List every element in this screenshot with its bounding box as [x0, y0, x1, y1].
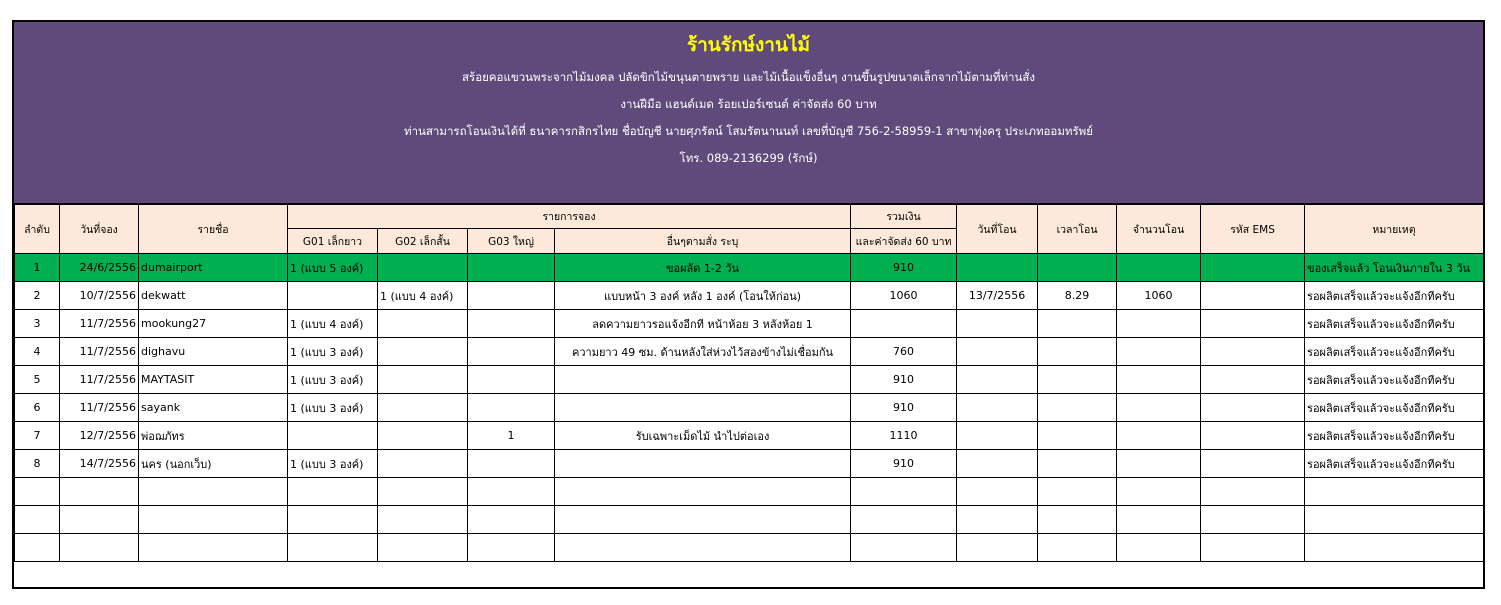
cell-transfer-amount — [1117, 394, 1201, 422]
phone-contact: โทร. 089-2136299 (รักษ์) — [679, 151, 818, 165]
cell-transfer-date — [957, 366, 1038, 394]
cell-booking-date: 12/7/2556 — [60, 422, 139, 450]
cell-g02 — [378, 394, 468, 422]
cell-booking-date: 11/7/2556 — [60, 394, 139, 422]
cell-transfer-amount — [1117, 506, 1201, 534]
cell-g03 — [468, 478, 555, 506]
cell-transfer-date — [957, 422, 1038, 450]
cell-total: 1110 — [851, 422, 957, 450]
cell-other: ขอผลัด 1-2 วัน — [555, 254, 851, 282]
cell-note — [1305, 478, 1484, 506]
cell-transfer-amount — [1117, 422, 1201, 450]
cell-ems — [1201, 366, 1305, 394]
cell-transfer-amount — [1117, 310, 1201, 338]
cell-g02 — [378, 254, 468, 282]
cell-g02 — [378, 478, 468, 506]
cell-no: 8 — [15, 450, 60, 478]
cell-transfer-time — [1038, 366, 1117, 394]
cell-booking-date: 11/7/2556 — [60, 366, 139, 394]
cell-no — [15, 506, 60, 534]
cell-ems — [1201, 282, 1305, 310]
cell-g02 — [378, 422, 468, 450]
table-row — [15, 394, 1484, 422]
cell-g02 — [378, 450, 468, 478]
empty-row — [15, 506, 1484, 534]
cell-g03 — [468, 254, 555, 282]
cell-ems — [1201, 478, 1305, 506]
cell-name — [139, 506, 288, 534]
cell-transfer-date — [957, 534, 1038, 562]
cell-other — [555, 506, 851, 534]
table-row — [15, 366, 1484, 394]
cell-g01: 1 (แบบ 4 องค์) — [288, 310, 378, 338]
table-row — [15, 310, 1484, 338]
cell-name: นคร (นอกเว็บ) — [139, 450, 288, 478]
col-g02: G02 เล็กสั้น — [378, 229, 468, 254]
cell-booking-date: 14/7/2556 — [60, 450, 139, 478]
cell-ems — [1201, 310, 1305, 338]
cell-no: 7 — [15, 422, 60, 450]
cell-transfer-time — [1038, 534, 1117, 562]
col-total-bottom: และค่าจัดส่ง 60 บาท — [851, 229, 957, 254]
cell-g01 — [288, 422, 378, 450]
cell-no — [15, 478, 60, 506]
cell-total — [851, 478, 957, 506]
cell-g03 — [468, 310, 555, 338]
col-transfer-time: เวลาโอน — [1038, 205, 1117, 254]
cell-other — [555, 478, 851, 506]
shop-title: ร้านรักษ์งานไม้ — [686, 34, 811, 56]
cell-name — [139, 478, 288, 506]
cell-note: รอผลิตเสร็จแล้วจะแจ้งอีกทีครับ — [1305, 338, 1484, 366]
empty-row — [15, 478, 1484, 506]
cell-booking-date: 10/7/2556 — [60, 282, 139, 310]
cell-transfer-date: 13/7/2556 — [957, 282, 1038, 310]
col-transfer-amount: จำนวนโอน — [1117, 205, 1201, 254]
col-note: หมายเหตุ — [1305, 205, 1484, 254]
cell-no: 4 — [15, 338, 60, 366]
cell-other: ความยาว 49 ซม. ด้านหลังใส่ห่วงไว้สองข้างไม่เชื่อมกัน — [555, 338, 851, 366]
cell-booking-date: 24/6/2556 — [60, 254, 139, 282]
cell-ems — [1201, 450, 1305, 478]
order-sheet — [12, 20, 1485, 589]
cell-transfer-time — [1038, 338, 1117, 366]
cell-transfer-time — [1038, 394, 1117, 422]
cell-transfer-amount — [1117, 534, 1201, 562]
cell-no — [15, 534, 60, 562]
cell-g02 — [378, 338, 468, 366]
cell-other — [555, 534, 851, 562]
cell-g03 — [468, 506, 555, 534]
cell-total: 910 — [851, 450, 957, 478]
cell-ems — [1201, 394, 1305, 422]
bank-account-info: ท่านสามารถโอนเงินได้ที่ ธนาคารกสิกรไทย ชื่อบัญชี นายศุภรัตน์ โสมรัตนานนท์ เลขที่บัญชี 756-2-58959-1 สาขาทุ่งครุ ประเภทออมทรัพย์ — [404, 124, 1093, 138]
shop-banner — [14, 22, 1483, 204]
handmade-shipping-note: งานฝีมือ แฮนด์เมด ร้อยเปอร์เซนต์ ค่าจัดส่ง 60 บาท — [620, 97, 877, 111]
cell-transfer-amount — [1117, 478, 1201, 506]
cell-total: 1060 — [851, 282, 957, 310]
cell-g01: 1 (แบบ 3 องค์) — [288, 394, 378, 422]
cell-note: รอผลิตเสร็จแล้วจะแจ้งอีกทีครับ — [1305, 282, 1484, 310]
table-row — [15, 450, 1484, 478]
cell-ems — [1201, 534, 1305, 562]
cell-booking-date: 11/7/2556 — [60, 338, 139, 366]
cell-g01 — [288, 282, 378, 310]
cell-booking-date — [60, 506, 139, 534]
table-row — [15, 338, 1484, 366]
cell-no: 5 — [15, 366, 60, 394]
cell-g03: 1 — [468, 422, 555, 450]
cell-g01 — [288, 478, 378, 506]
cell-transfer-time — [1038, 478, 1117, 506]
cell-g03 — [468, 282, 555, 310]
cell-total: 910 — [851, 394, 957, 422]
cell-transfer-date — [957, 450, 1038, 478]
col-transfer-date: วันที่โอน — [957, 205, 1038, 254]
col-name: รายชื่อ — [139, 205, 288, 254]
cell-other — [555, 366, 851, 394]
cell-name: MAYTASIT — [139, 366, 288, 394]
cell-transfer-date — [957, 310, 1038, 338]
cell-transfer-time — [1038, 254, 1117, 282]
cell-no: 3 — [15, 310, 60, 338]
orders-body — [15, 254, 1484, 562]
cell-no: 6 — [15, 394, 60, 422]
cell-booking-date: 11/7/2556 — [60, 310, 139, 338]
col-booking-date: วันที่จอง — [60, 205, 139, 254]
cell-total — [851, 506, 957, 534]
cell-name: dekwatt — [139, 282, 288, 310]
cell-transfer-time — [1038, 422, 1117, 450]
cell-ems — [1201, 338, 1305, 366]
orders-table — [14, 204, 1484, 562]
cell-transfer-date — [957, 394, 1038, 422]
cell-no: 1 — [15, 254, 60, 282]
cell-transfer-amount: 1060 — [1117, 282, 1201, 310]
cell-g01: 1 (แบบ 3 องค์) — [288, 366, 378, 394]
cell-other: รับเฉพาะเม็ดไม้ นำไปต่อเอง — [555, 422, 851, 450]
col-other: อื่นๆตามสั่ง ระบุ — [555, 229, 851, 254]
col-ems: รหัส EMS — [1201, 205, 1305, 254]
cell-transfer-date — [957, 338, 1038, 366]
table-row — [15, 254, 1484, 282]
product-description: สร้อยคอแขวนพระจากไม้มงคล ปลัดขิกไม้ขนุนตายพราย และไม้เนื้อแข็งอื่นๆ งานขึ้นรูปขนาดเล็กจากไม้ตามที่ท่านสั่ง — [462, 70, 1035, 84]
cell-transfer-date — [957, 478, 1038, 506]
cell-g03 — [468, 450, 555, 478]
cell-note: รอผลิตเสร็จแล้วจะแจ้งอีกทีครับ — [1305, 394, 1484, 422]
cell-transfer-date — [957, 254, 1038, 282]
cell-transfer-time — [1038, 310, 1117, 338]
cell-other: แบบหน้า 3 องค์ หลัง 1 องค์ (โอนให้ก่อน) — [555, 282, 851, 310]
cell-note — [1305, 534, 1484, 562]
cell-total: 910 — [851, 366, 957, 394]
cell-note: รอผลิตเสร็จแล้วจะแจ้งอีกทีครับ — [1305, 366, 1484, 394]
table-row — [15, 282, 1484, 310]
cell-name: พ่อฌภัทร — [139, 422, 288, 450]
cell-name: dighavu — [139, 338, 288, 366]
cell-total — [851, 310, 957, 338]
cell-transfer-time: 8.29 — [1038, 282, 1117, 310]
cell-g03 — [468, 338, 555, 366]
cell-note: รอผลิตเสร็จแล้วจะแจ้งอีกทีครับ — [1305, 422, 1484, 450]
cell-g01: 1 (แบบ 5 องค์) — [288, 254, 378, 282]
cell-other: ลดความยาวรอแจ้งอีกที หน้าห้อย 3 หลังห้อย 1 — [555, 310, 851, 338]
cell-g03 — [468, 534, 555, 562]
cell-transfer-amount — [1117, 450, 1201, 478]
cell-note — [1305, 506, 1484, 534]
cell-g02: 1 (แบบ 4 องค์) — [378, 282, 468, 310]
cell-transfer-date — [957, 506, 1038, 534]
cell-booking-date — [60, 534, 139, 562]
cell-other — [555, 450, 851, 478]
cell-total: 910 — [851, 254, 957, 282]
cell-g03 — [468, 366, 555, 394]
col-g03: G03 ใหญ่ — [468, 229, 555, 254]
cell-booking-date — [60, 478, 139, 506]
cell-no: 2 — [15, 282, 60, 310]
cell-g01 — [288, 506, 378, 534]
cell-note: รอผลิตเสร็จแล้วจะแจ้งอีกทีครับ — [1305, 310, 1484, 338]
cell-transfer-amount — [1117, 338, 1201, 366]
cell-g01: 1 (แบบ 3 องค์) — [288, 338, 378, 366]
cell-g02 — [378, 506, 468, 534]
cell-other — [555, 394, 851, 422]
empty-row — [15, 534, 1484, 562]
cell-note: รอผลิตเสร็จแล้วจะแจ้งอีกทีครับ — [1305, 450, 1484, 478]
cell-note: ของเสร็จแล้ว โอนเงินภายใน 3 วัน — [1305, 254, 1484, 282]
col-items-group: รายการจอง — [288, 205, 851, 229]
cell-g02 — [378, 366, 468, 394]
cell-ems — [1201, 506, 1305, 534]
col-g01: G01 เล็กยาว — [288, 229, 378, 254]
cell-name: dumairport — [139, 254, 288, 282]
cell-g01: 1 (แบบ 3 องค์) — [288, 450, 378, 478]
col-total-top: รวมเงิน — [851, 205, 957, 229]
cell-g02 — [378, 534, 468, 562]
cell-g03 — [468, 394, 555, 422]
table-row — [15, 422, 1484, 450]
col-no: ลำดับ — [15, 205, 60, 254]
cell-name: mookung27 — [139, 310, 288, 338]
cell-g02 — [378, 310, 468, 338]
cell-total: 760 — [851, 338, 957, 366]
cell-total — [851, 534, 957, 562]
cell-g01 — [288, 534, 378, 562]
cell-transfer-time — [1038, 450, 1117, 478]
cell-name — [139, 534, 288, 562]
cell-ems — [1201, 422, 1305, 450]
cell-transfer-time — [1038, 506, 1117, 534]
cell-ems — [1201, 254, 1305, 282]
cell-transfer-amount — [1117, 254, 1201, 282]
cell-transfer-amount — [1117, 366, 1201, 394]
cell-name: sayank — [139, 394, 288, 422]
